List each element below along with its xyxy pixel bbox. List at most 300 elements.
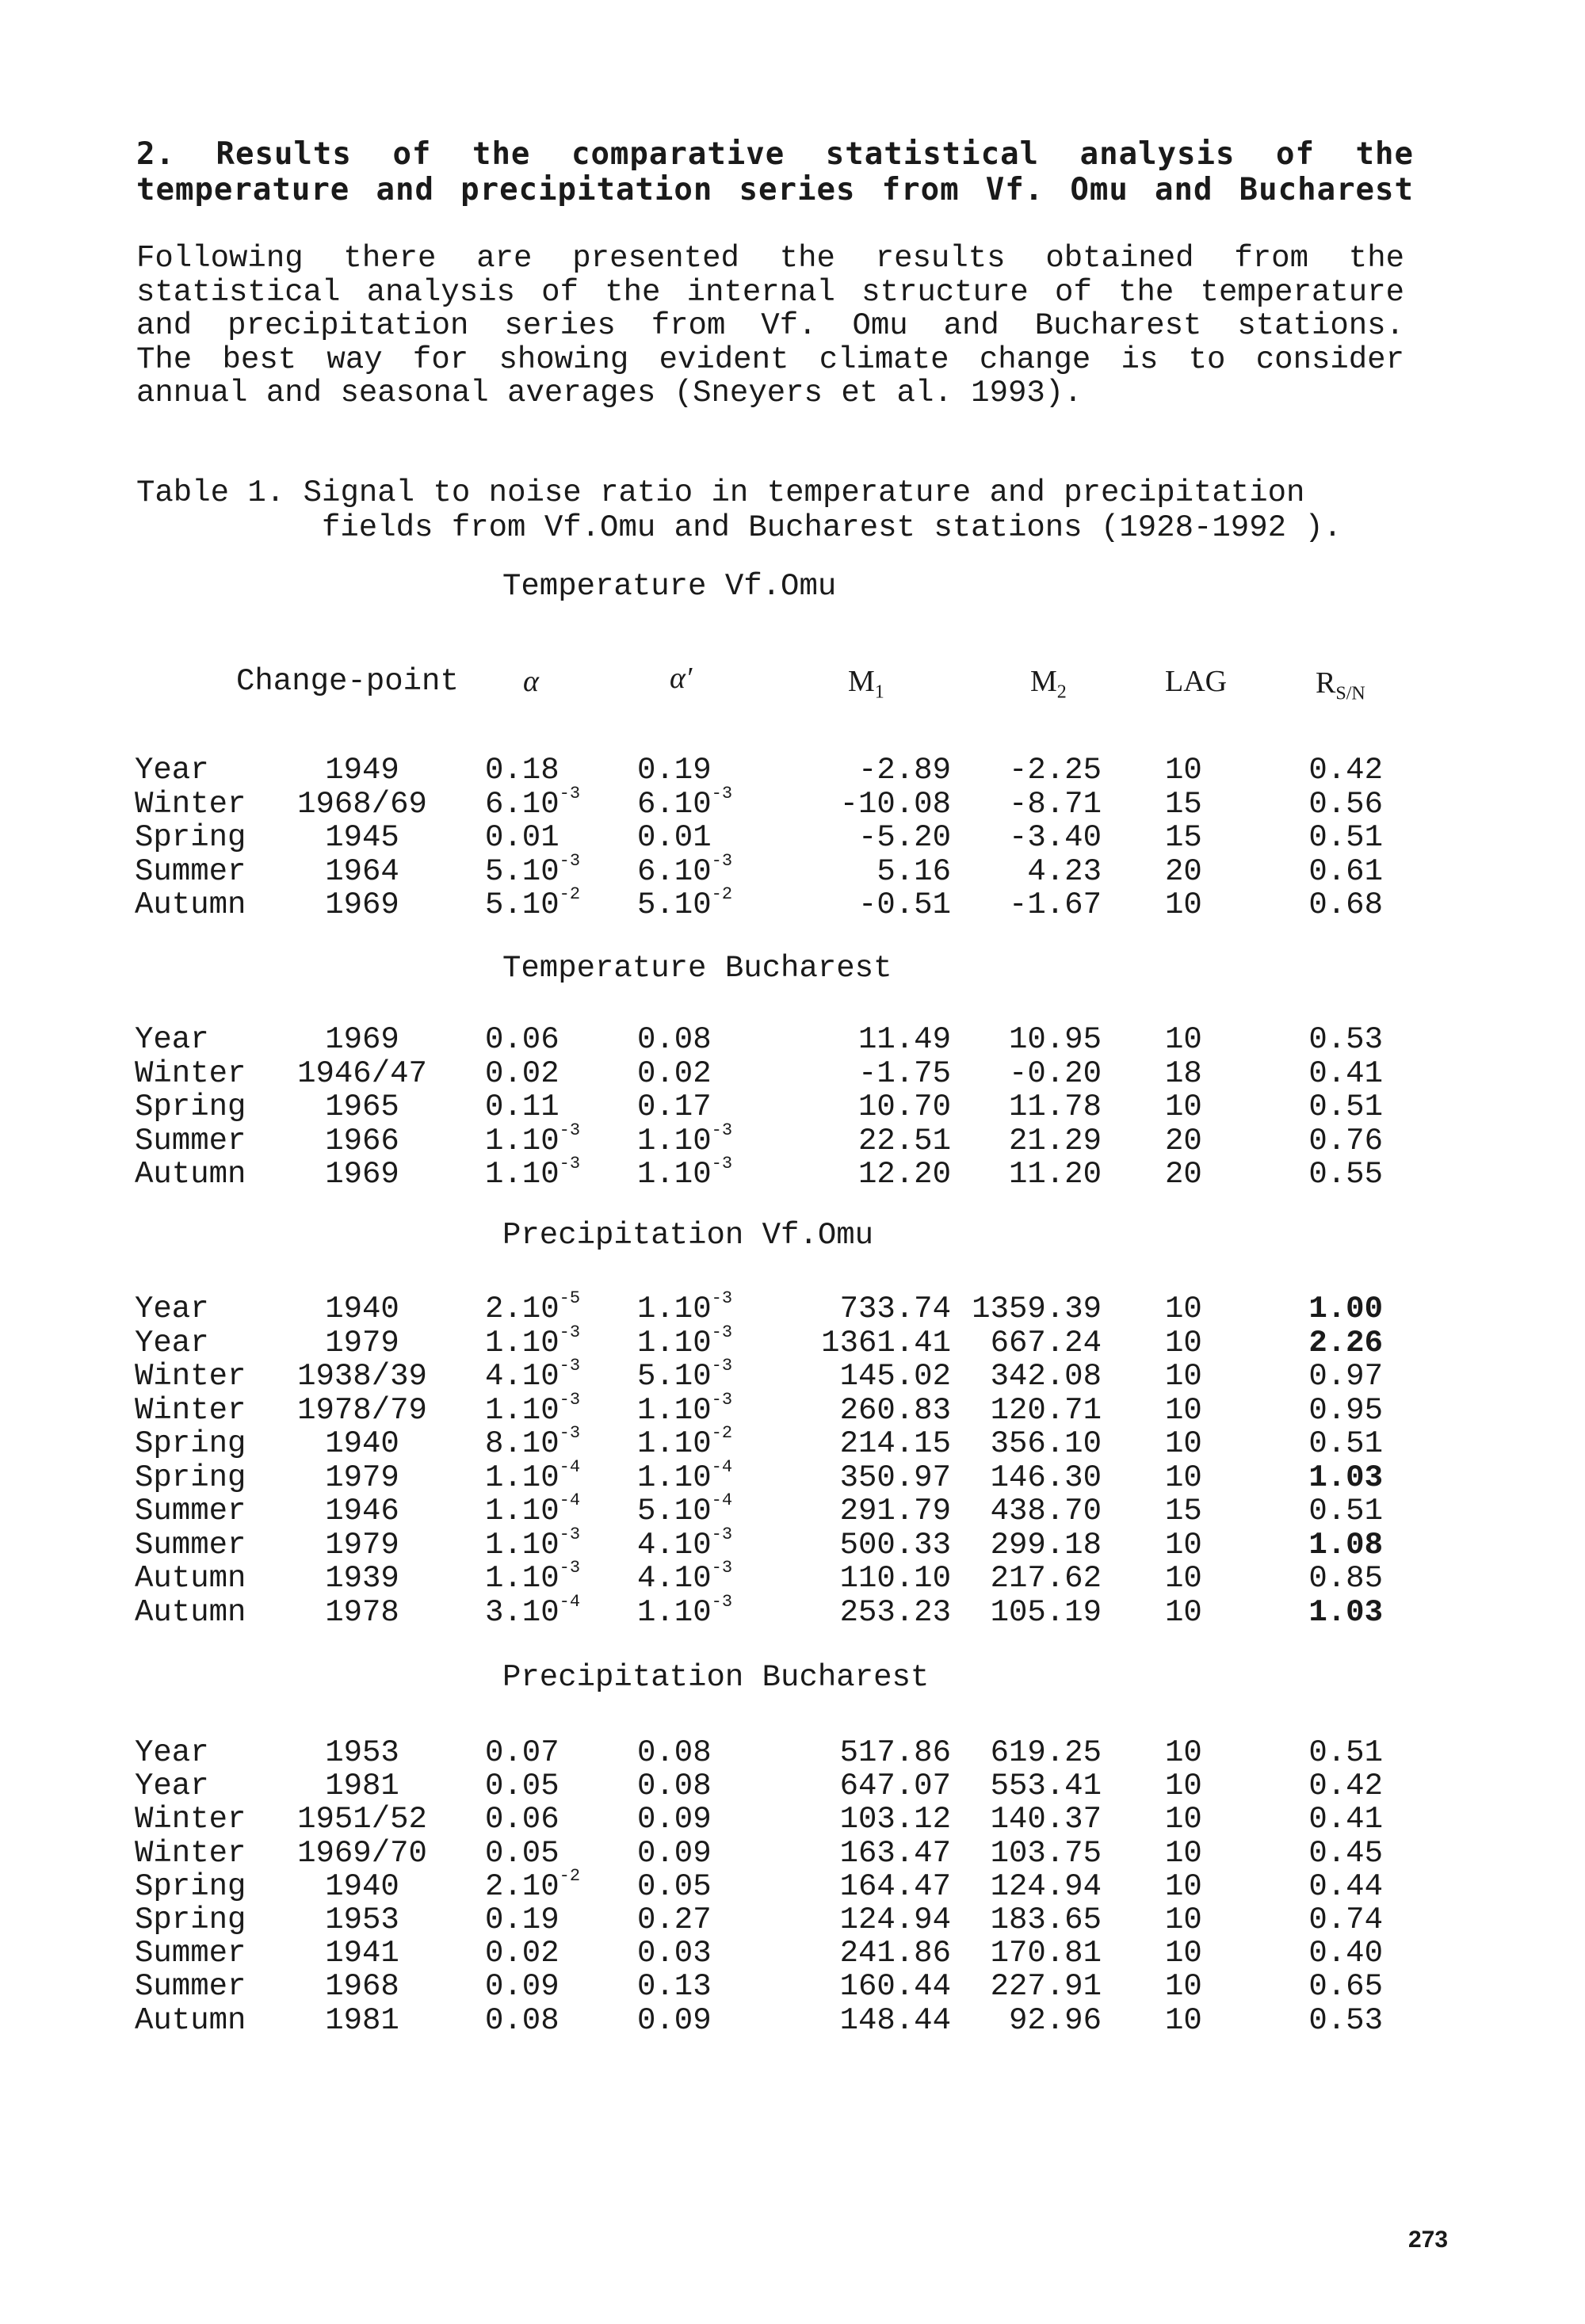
alpha-cell-exponent: -3 [559,1524,581,1544]
alpha-prime-cell-mantissa: 0.02 [637,1055,712,1091]
alpha-cell-mantissa: 0.01 [485,820,560,855]
alpha-prime-cell [637,884,733,922]
alpha-prime-cell-exponent: -3 [711,1154,733,1173]
change-point-cell: 1946/47 [297,1055,427,1091]
alpha-prime-cell [637,1524,733,1563]
alpha-prime-cell-mantissa: 0.09 [637,2002,712,2038]
alpha-cell [485,1022,560,1057]
rsn-cell: 0.74 [1308,1902,1383,1937]
rsn-cell: 0.76 [1308,1123,1383,1158]
alpha-cell [485,1524,581,1563]
alpha-prime-cell-mantissa: 1.10 [637,1157,712,1192]
alpha-cell-mantissa: 1.10 [485,1325,560,1360]
alpha-cell-mantissa: 6.10 [485,786,560,822]
alpha-prime-cell [637,1154,733,1192]
rsn-cell: 0.51 [1308,1494,1383,1528]
table-row [0,1456,1585,1495]
rsn-cell: 0.68 [1308,887,1383,922]
change-point-cell: 1938/39 [297,1359,427,1394]
lag-cell: 20 [1165,1157,1202,1192]
table-row [0,1089,1585,1123]
change-point-cell: 1940 [325,1426,399,1461]
table-row [0,1802,1585,1835]
alpha-prime-cell-exponent: -3 [711,1591,733,1612]
alpha-prime-cell-mantissa: 1.10 [637,1594,712,1630]
alpha-prime-cell [637,1022,712,1057]
table-row [0,1902,1585,1936]
alpha-prime-cell-exponent: -4 [711,1490,733,1510]
rsn-cell: 0.51 [1308,1735,1383,1770]
alpha-prime-cell [637,1322,733,1360]
alpha-prime-cell-exponent: -3 [711,1322,733,1342]
table-caption [136,475,1484,545]
alpha-prime-cell [637,1869,712,1904]
lag-cell: 10 [1165,1359,1202,1394]
table-row [0,1735,1585,1769]
season-cell: Summer [135,853,246,889]
rsn-cell: 0.51 [1308,1426,1383,1461]
m2-cell: 11.78 [1008,1089,1102,1124]
season-cell: Winter [135,1359,246,1394]
header-alpha: α [523,665,539,698]
season-cell: Autumn [135,1157,246,1192]
m1-cell: 241.86 [839,1936,951,1971]
intro-line-4: The best way for showing evident climate change is to consider [136,342,1404,377]
header-m2-label: M [1030,665,1057,698]
table-row [0,1769,1585,1802]
lag-cell: 10 [1165,1735,1202,1770]
alpha-prime-cell [637,820,712,855]
table-row [0,1288,1585,1326]
alpha-prime-cell [637,1389,733,1428]
table-row [0,1865,1585,1904]
rsn-cell: 0.42 [1308,753,1383,788]
change-point-cell: 1949 [325,753,399,788]
alpha-prime-cell [637,1836,712,1871]
alpha-prime-cell-mantissa: 0.09 [637,1802,712,1837]
m2-cell: 92.96 [1008,2002,1102,2038]
header-rsn-subscript: S/N [1335,683,1365,704]
alpha-prime-cell [637,1969,712,2004]
alpha-prime-cell-mantissa: 0.19 [637,753,712,788]
alpha-prime-cell-mantissa: 6.10 [637,853,712,889]
alpha-prime-cell-mantissa: 4.10 [637,1561,712,1596]
alpha-prime-cell [637,1769,712,1803]
alpha-cell-exponent: -3 [559,1389,581,1410]
table-row [0,2003,1585,2036]
season-cell: Summer [135,1123,246,1158]
alpha-prime-cell-exponent: -4 [711,1456,733,1477]
m2-cell: -0.20 [1008,1055,1102,1091]
alpha-cell-mantissa: 0.02 [485,1936,560,1971]
m1-cell: 1361.41 [821,1325,951,1360]
lag-cell: 15 [1165,1494,1202,1528]
alpha-cell-mantissa: 0.05 [485,1769,560,1804]
alpha-prime-cell [637,1056,712,1091]
alpha-cell [485,1356,581,1394]
alpha-cell [485,1322,581,1360]
change-point-cell: 1965 [325,1089,399,1124]
rsn-cell: 0.61 [1308,853,1383,889]
section-heading-line-2: temperature and precipitation series from Vf. Omu and Bucharest [136,172,1414,208]
alpha-prime-cell [637,1356,733,1394]
rsn-cell: 2.26 [1308,1325,1383,1360]
m2-cell: 667.24 [990,1325,1102,1360]
lag-cell: 10 [1165,1325,1202,1360]
m2-cell: 227.91 [990,1969,1102,2005]
table-row [0,1524,1585,1563]
change-point-cell: 1979 [325,1527,399,1563]
table-row [0,1836,1585,1869]
alpha-cell-exponent: -3 [559,1423,581,1443]
m1-cell: 253.23 [839,1594,951,1630]
section-title: Precipitation Vf.Omu [502,1218,874,1253]
lag-cell: 10 [1165,1969,1202,2005]
alpha-prime-cell [637,1490,733,1528]
season-cell: Spring [135,1426,246,1461]
lag-cell: 18 [1165,1055,1202,1091]
alpha-prime-cell [637,1558,733,1596]
alpha-cell [485,1389,581,1428]
alpha-cell-mantissa: 1.10 [485,1527,560,1563]
change-point-cell: 1939 [325,1561,399,1596]
alpha-cell-mantissa: 0.08 [485,2002,560,2038]
alpha-cell [485,1154,581,1192]
alpha-prime-cell-mantissa: 0.09 [637,1835,712,1871]
rsn-cell: 0.51 [1308,1089,1383,1124]
alpha-prime-cell-mantissa: 1.10 [637,1123,712,1158]
lag-cell: 10 [1165,1594,1202,1630]
season-cell: Spring [135,820,246,855]
change-point-cell: 1979 [325,1460,399,1495]
rsn-cell: 0.40 [1308,1936,1383,1971]
m2-cell: 21.29 [1008,1123,1102,1158]
alpha-cell-mantissa: 2.10 [485,1292,560,1326]
season-cell: Summer [135,1969,246,2005]
alpha-cell-mantissa: 3.10 [485,1594,560,1630]
lag-cell: 10 [1165,887,1202,922]
alpha-prime-cell-exponent: -3 [711,1558,733,1578]
table-row [0,1389,1585,1428]
alpha-cell-exponent: -2 [559,884,581,904]
alpha-cell [485,783,581,822]
alpha-prime-cell [637,1902,712,1937]
alpha-prime-cell-mantissa: 0.13 [637,1969,712,2005]
lag-cell: 20 [1165,1123,1202,1158]
alpha-prime-cell-mantissa: 0.08 [637,1022,712,1057]
alpha-cell [485,884,581,922]
change-point-cell: 1969/70 [297,1835,427,1871]
rsn-cell: 0.41 [1308,1802,1383,1837]
header-m2-subscript: 2 [1056,681,1067,703]
lag-cell: 10 [1165,1292,1202,1326]
table-row [0,783,1585,822]
rsn-cell: 0.85 [1308,1561,1383,1596]
alpha-cell-mantissa: 1.10 [485,1123,560,1158]
table-row [0,1591,1585,1630]
m1-cell: -0.51 [857,887,951,922]
change-point-cell: 1968 [325,1969,399,2005]
m1-cell: 517.86 [839,1735,951,1770]
alpha-prime-cell-mantissa: 0.05 [637,1868,712,1904]
alpha-prime-cell-mantissa: 0.03 [637,1936,712,1971]
lag-cell: 15 [1165,820,1202,855]
m1-cell: -1.75 [857,1055,951,1091]
season-cell: Autumn [135,1594,246,1630]
table-row [0,1423,1585,1461]
alpha-cell [485,1591,581,1630]
rsn-cell: 0.56 [1308,786,1383,822]
m1-cell: 214.15 [839,1426,951,1461]
alpha-cell-mantissa: 1.10 [485,1460,560,1495]
alpha-cell-mantissa: 0.11 [485,1089,560,1124]
change-point-cell: 1953 [325,1735,399,1770]
m1-cell: 11.49 [857,1022,951,1057]
alpha-cell-exponent: -4 [559,1591,581,1612]
rsn-cell: 1.03 [1308,1460,1383,1495]
section-heading-line-1: 2. Results of the comparative statistical analysis of the [136,136,1414,172]
season-cell: Year [135,1735,209,1770]
season-cell: Summer [135,1936,246,1971]
change-point-cell: 1981 [325,2002,399,2038]
table-row [0,1969,1585,2005]
alpha-cell [485,1836,560,1871]
season-cell: Spring [135,1089,246,1124]
alpha-prime-cell-exponent: -3 [711,1288,733,1308]
lag-cell: 10 [1165,1868,1202,1904]
season-cell: Summer [135,1527,246,1563]
alpha-prime-cell-mantissa: 0.17 [637,1089,712,1124]
lag-cell: 10 [1165,1089,1202,1124]
m1-cell: 733.74 [839,1292,951,1326]
table-caption-line-2: fields from Vf.Omu and Bucharest stations (1928-1992 ). [322,510,1342,545]
alpha-cell-exponent: -3 [559,1322,581,1342]
alpha-cell [485,1969,560,2004]
change-point-cell: 1966 [325,1123,399,1158]
rsn-cell: 1.00 [1308,1292,1383,1326]
m1-cell: 163.47 [839,1835,951,1871]
alpha-cell [485,1902,560,1937]
rsn-cell: 0.44 [1308,1868,1383,1904]
alpha-cell-exponent: -4 [559,1456,581,1477]
m1-cell: 647.07 [839,1769,951,1804]
table-row [0,1558,1585,1596]
alpha-cell-mantissa: 0.06 [485,1802,560,1837]
alpha-prime-cell [637,2003,712,2038]
intro-line-5: annual and seasonal averages (Sneyers et al. 1993). [136,376,1083,410]
m1-cell: 124.94 [839,1902,951,1937]
m1-cell: 160.44 [839,1969,951,2005]
season-cell: Winter [135,1055,246,1091]
m1-cell: 145.02 [839,1359,951,1394]
table-row [0,1154,1585,1192]
m1-cell: 291.79 [839,1494,951,1528]
season-cell: Summer [135,1494,246,1528]
header-rsn-label: R [1316,666,1336,700]
m2-cell: -8.71 [1008,786,1102,822]
intro-line-3: and precipitation series from Vf. Omu and Bucharest stations. [136,308,1404,343]
change-point-cell: 1953 [325,1902,399,1937]
alpha-cell-mantissa: 1.10 [485,1157,560,1192]
change-point-cell: 1945 [325,820,399,855]
alpha-cell-mantissa: 0.05 [485,1835,560,1871]
alpha-prime-cell [637,1423,733,1461]
m2-cell: 103.75 [990,1835,1102,1871]
m1-cell: 103.12 [839,1802,951,1837]
m1-cell: 10.70 [857,1089,951,1124]
season-cell: Winter [135,1835,246,1871]
m1-cell: 110.10 [839,1561,951,1596]
alpha-prime-cell-mantissa: 1.10 [637,1426,712,1461]
change-point-cell: 1941 [325,1936,399,1971]
alpha-prime-cell-exponent: -2 [711,884,733,904]
m2-cell: 342.08 [990,1359,1102,1394]
lag-cell: 10 [1165,1902,1202,1937]
table-row [0,1056,1585,1089]
season-cell: Spring [135,1460,246,1495]
rsn-cell: 0.55 [1308,1157,1383,1192]
rsn-cell: 0.41 [1308,1055,1383,1091]
alpha-prime-cell-mantissa: 6.10 [637,786,712,822]
change-point-cell: 1978 [325,1594,399,1630]
alpha-prime-cell-exponent: -3 [711,850,733,871]
m2-cell: -1.67 [1008,887,1102,922]
season-cell: Year [135,1325,209,1360]
alpha-cell [485,850,581,889]
alpha-prime-cell-mantissa: 5.10 [637,1494,712,1528]
alpha-cell-mantissa: 0.06 [485,1022,560,1057]
m2-cell: -2.25 [1008,753,1102,788]
alpha-cell-exponent: -3 [559,1154,581,1173]
alpha-cell-mantissa: 0.19 [485,1902,560,1937]
lag-cell: 15 [1165,786,1202,822]
season-cell: Year [135,1022,209,1057]
rsn-cell: 0.95 [1308,1392,1383,1428]
header-m1-label: M [848,665,875,698]
m2-cell: 553.41 [990,1769,1102,1804]
rsn-cell: 0.97 [1308,1359,1383,1394]
m2-cell: 4.23 [1027,853,1102,889]
alpha-prime-cell-mantissa: 4.10 [637,1527,712,1563]
header-m2 [1030,664,1067,704]
alpha-cell [485,1288,581,1326]
alpha-cell-mantissa: 1.10 [485,1494,560,1528]
intro-line-1: Following there are presented the results obtained from the [136,241,1404,276]
lag-cell: 10 [1165,1392,1202,1428]
alpha-prime-cell [637,1120,733,1158]
alpha-prime-cell-exponent: -2 [711,1423,733,1443]
season-cell: Autumn [135,887,246,922]
alpha-prime-cell [637,753,712,788]
section-title: Temperature Bucharest [502,951,892,986]
m1-cell: 260.83 [839,1392,951,1428]
season-cell: Winter [135,1392,246,1428]
alpha-cell-exponent: -3 [559,1120,581,1140]
m1-cell: 164.47 [839,1868,951,1904]
m2-cell: 299.18 [990,1527,1102,1563]
alpha-cell [485,1089,560,1124]
alpha-prime-cell [637,1288,733,1326]
alpha-cell [485,1558,581,1596]
alpha-prime-cell-mantissa: 1.10 [637,1392,712,1428]
table-row [0,820,1585,853]
rsn-cell: 0.45 [1308,1835,1383,1871]
alpha-cell [485,753,560,788]
change-point-cell: 1969 [325,1157,399,1192]
change-point-cell: 1946 [325,1494,399,1528]
change-point-cell: 1969 [325,887,399,922]
table-row [0,1022,1585,1055]
alpha-cell-mantissa: 0.18 [485,753,560,788]
alpha-cell-exponent: -3 [559,1356,581,1376]
m1-cell: 5.16 [877,853,951,889]
season-cell: Autumn [135,2002,246,2038]
alpha-prime-cell-mantissa: 1.10 [637,1460,712,1495]
season-cell: Autumn [135,1561,246,1596]
alpha-cell-mantissa: 8.10 [485,1426,560,1461]
m1-cell: 500.33 [839,1527,951,1563]
intro-line-2: statistical analysis of the internal structure of the temperature [136,274,1404,310]
header-alpha-prime: α′ [670,662,693,695]
change-point-cell: 1940 [325,1292,399,1326]
table-row [0,1356,1585,1394]
m2-cell: 356.10 [990,1426,1102,1461]
table-row [0,850,1585,889]
alpha-prime-cell-exponent: -3 [711,1356,733,1376]
m2-cell: 120.71 [990,1392,1102,1428]
alpha-cell [485,820,560,855]
alpha-prime-cell-mantissa: 0.01 [637,820,712,855]
alpha-prime-cell-mantissa: 0.27 [637,1902,712,1937]
header-rsn [1316,666,1365,705]
alpha-cell-exponent: -4 [559,1490,581,1510]
m2-cell: 619.25 [990,1735,1102,1770]
rsn-cell: 0.53 [1308,2002,1383,2038]
season-cell: Spring [135,1902,246,1937]
season-cell: Year [135,1769,209,1804]
m1-cell: 148.44 [839,2002,951,2038]
m2-cell: 146.30 [990,1460,1102,1495]
alpha-prime-cell-mantissa: 1.10 [637,1325,712,1360]
alpha-prime-cell-mantissa: 5.10 [637,1359,712,1394]
alpha-prime-cell [637,1089,712,1124]
lag-cell: 10 [1165,1802,1202,1837]
alpha-cell [485,1865,581,1904]
rsn-cell: 1.08 [1308,1527,1383,1563]
m1-cell: -10.08 [839,786,951,822]
alpha-prime-cell-exponent: -3 [711,1524,733,1544]
alpha-cell-mantissa: 4.10 [485,1359,560,1394]
lag-cell: 10 [1165,1022,1202,1057]
alpha-cell [485,1490,581,1528]
table-caption-line-1: Table 1. Signal to noise ratio in temperature and precipitation [136,475,1305,510]
alpha-cell-mantissa: 1.10 [485,1392,560,1428]
season-cell: Year [135,1292,209,1326]
rsn-cell: 0.65 [1308,1969,1383,2005]
table-row [0,1936,1585,1969]
lag-cell: 10 [1165,1835,1202,1871]
alpha-cell [485,1769,560,1803]
rsn-cell: 0.42 [1308,1769,1383,1804]
m2-cell: 124.94 [990,1868,1102,1904]
rsn-cell: 0.51 [1308,820,1383,855]
m2-cell: 105.19 [990,1594,1102,1630]
change-point-cell: 1951/52 [297,1802,427,1837]
table-row [0,1490,1585,1528]
season-cell: Winter [135,1802,246,1837]
section-title: Temperature Vf.Omu [502,569,837,604]
m2-cell: 170.81 [990,1936,1102,1971]
